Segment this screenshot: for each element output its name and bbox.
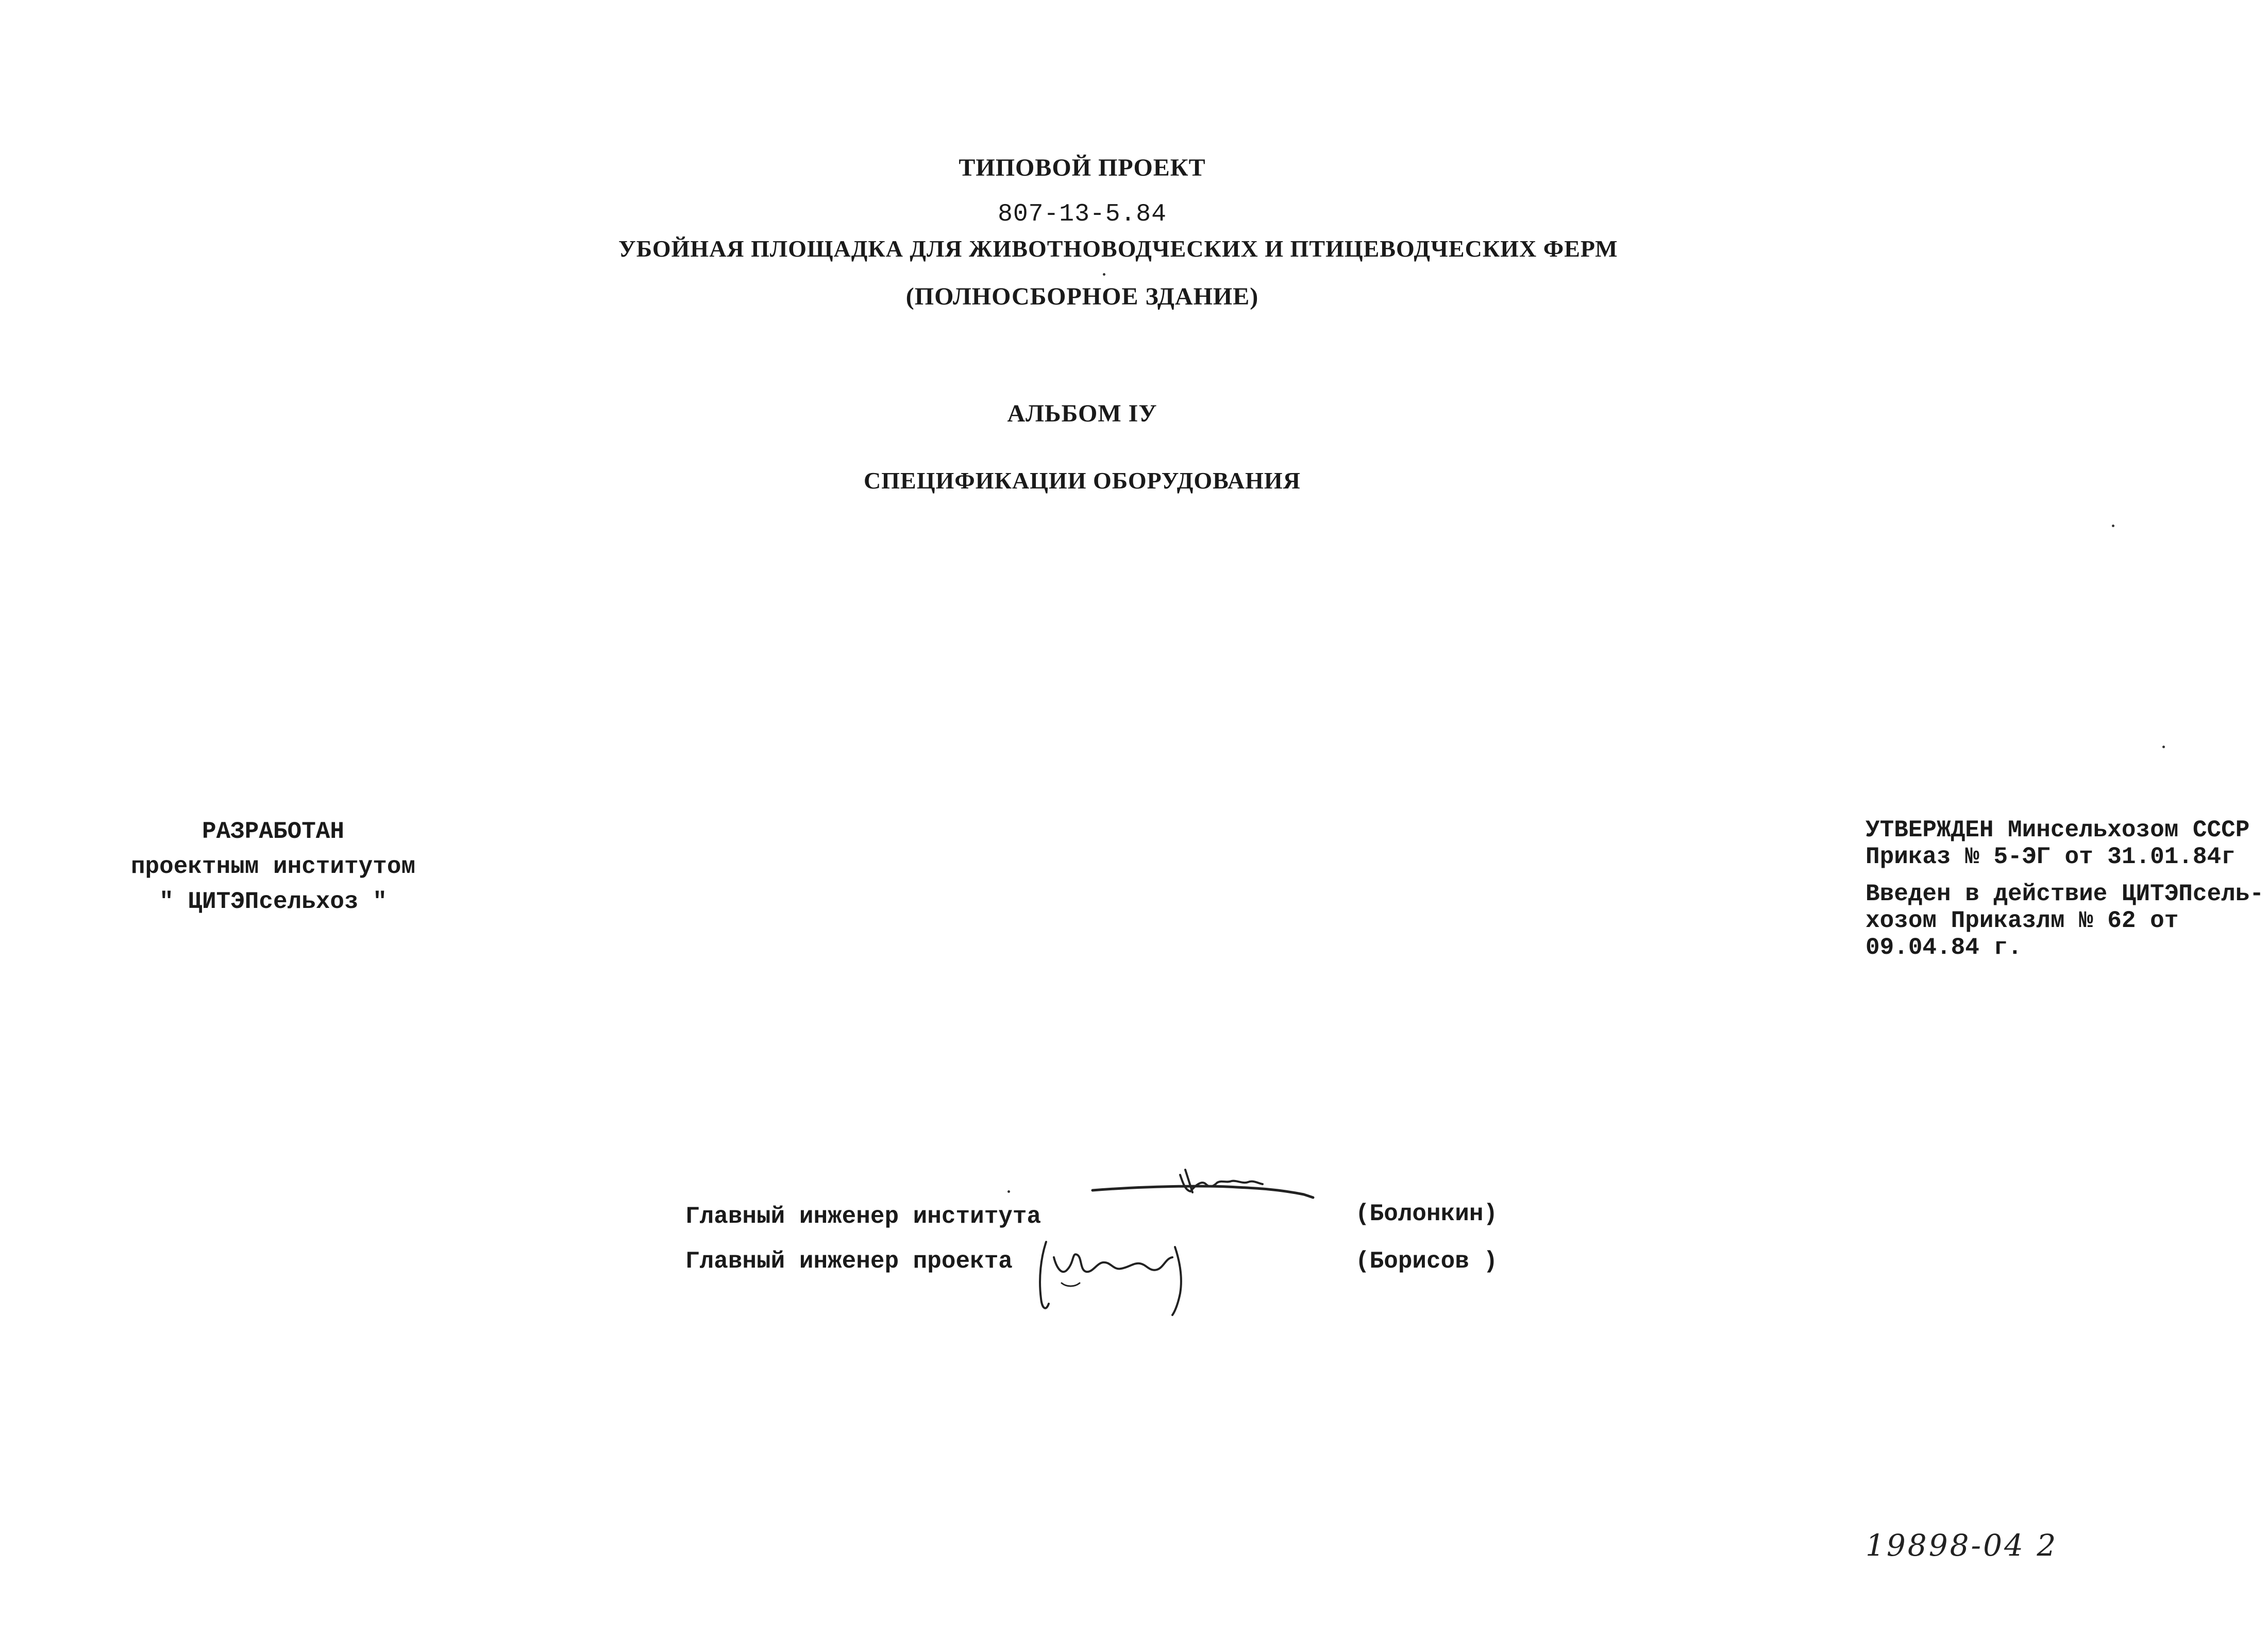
scan-speck — [1103, 273, 1105, 276]
approval-line-5: 09.04.84 г. — [1866, 934, 2022, 961]
chief-engineer-institute-label: Главный инженер института — [685, 1203, 1041, 1230]
project-subtitle: (ПОЛНОСБОРНОЕ ЗДАНИЕ) — [905, 283, 1259, 310]
chief-engineer-project-name: (Борисов ) — [1355, 1248, 1498, 1275]
approval-block — [1866, 817, 2264, 961]
archive-number: 19898-04 2 — [1866, 1528, 2058, 1563]
album-number: АЛЬБОМ IУ — [1007, 400, 1157, 427]
approval-line-2: Приказ № 5-ЭГ от 31.01.84г — [1866, 844, 2236, 870]
developer-block — [113, 814, 433, 919]
signature-project-engineer — [1026, 1226, 1221, 1319]
signature-institute-engineer — [1082, 1154, 1330, 1216]
scan-speck — [1007, 1190, 1010, 1193]
project-type-label: ТИПОВОЙ ПРОЕКТ — [959, 154, 1206, 181]
title-block — [618, 0, 1618, 515]
album-title: СПЕЦИФИКАЦИИ ОБОРУДОВАНИЯ — [864, 467, 1301, 494]
project-title: УБОЙНАЯ ПЛОЩАДКА ДЛЯ ЖИВОТНОВОДЧЕСКИХ И ПТИЦЕВОДЧЕСКИХ ФЕРМ — [618, 235, 1618, 262]
developer-line-2: проектным институтом — [130, 853, 416, 880]
project-number: 807-13-5.84 — [998, 200, 1167, 228]
scan-speck — [2162, 746, 2165, 748]
developer-heading: РАЗРАБОТАН — [201, 818, 345, 845]
developer-institute: " ЦИТЭПсельхоз " — [159, 888, 387, 915]
approval-line-3: Введен в действие ЦИТЭПсель- — [1866, 881, 2264, 907]
chief-engineer-project-label: Главный инженер проекта — [685, 1248, 1013, 1275]
scan-speck — [2112, 525, 2114, 527]
approval-line-1: УТВЕРЖДЕН Минсельхозом СССР — [1866, 817, 2250, 844]
approval-line-4: хозом Приказлм № 62 от — [1866, 907, 2179, 934]
chief-engineer-institute-name: (Болонкин) — [1355, 1201, 1498, 1227]
